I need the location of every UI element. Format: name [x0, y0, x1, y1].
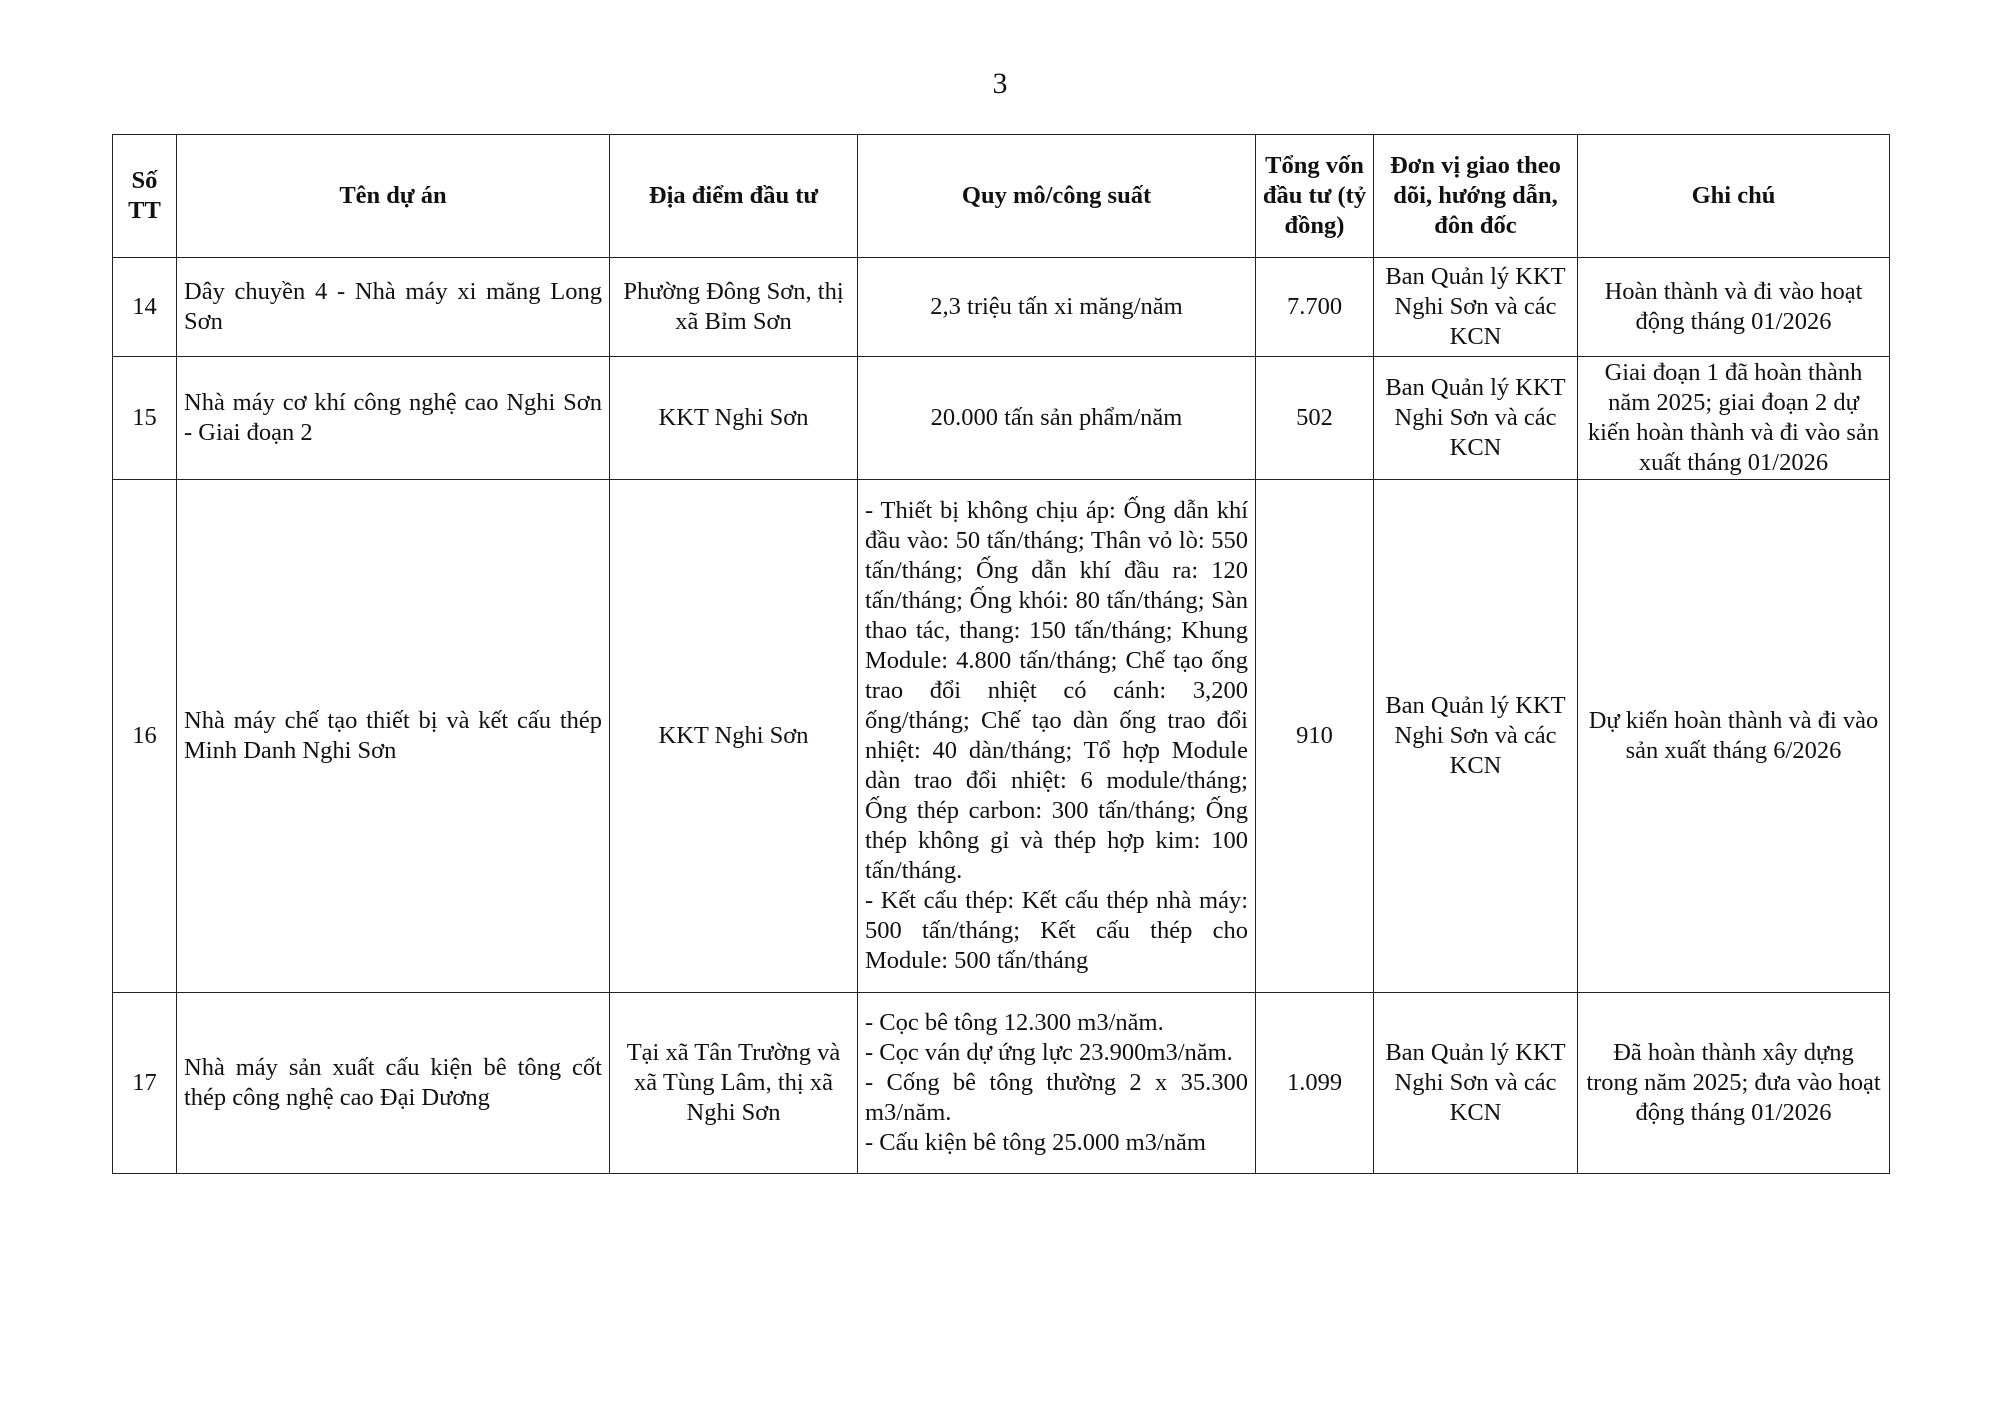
cell-capital: 1.099	[1256, 993, 1374, 1174]
scale-line: - Cấu kiện bê tông 25.000 m3/năm	[865, 1129, 1206, 1156]
cell-project-name: Dây chuyền 4 - Nhà máy xi măng Long Sơn	[177, 258, 610, 357]
header-note: Ghi chú	[1578, 135, 1890, 258]
table-row	[113, 480, 1890, 993]
scale-line: - Thiết bị không chịu áp: Ống dẫn khí đầu vào: 50 tấn/tháng; Thân vỏ lò: 550 tấn/tháng; Ống dẫn khí đầu ra: 120 tấn/tháng; Ống khói: 80 tấn/tháng; Sàn thao tác, thang: 150 tấn/tháng; Khung Module: 4.800 tấn/tháng; Chế tạo ống trao đổi nhiệt có cánh: 3,200 ống/tháng; Chế tạo dàn ống trao đổi nhiệt: 40 dàn/tháng; Tổ hợp Module dàn trao đổi nhiệt: 6 module/tháng; Ống thép carbon: 300 tấn/tháng; Ống thép không gỉ và thép hợp kim: 100 tấn/tháng.	[865, 497, 1248, 884]
cell-note: Hoàn thành và đi vào hoạt động tháng 01/2026	[1578, 258, 1890, 357]
cell-capital: 910	[1256, 480, 1374, 993]
table-row	[113, 258, 1890, 357]
cell-scale	[858, 480, 1256, 993]
cell-supervising-unit: Ban Quản lý KKT Nghi Sơn và các KCN	[1374, 993, 1578, 1174]
cell-stt: 15	[113, 357, 177, 480]
header-scale: Quy mô/công suất	[858, 135, 1256, 258]
scale-line: - Cọc ván dự ứng lực 23.900m3/năm.	[865, 1039, 1233, 1066]
header-supervising-unit: Đơn vị giao theo dõi, hướng dẫn, đôn đốc	[1374, 135, 1578, 258]
cell-stt: 16	[113, 480, 177, 993]
table-row	[113, 357, 1890, 480]
header-capital: Tổng vốn đầu tư (tỷ đồng)	[1256, 135, 1374, 258]
cell-scale	[858, 357, 1256, 480]
cell-project-name: Nhà máy chế tạo thiết bị và kết cấu thép Minh Danh Nghi Sơn	[177, 480, 610, 993]
cell-note: Đã hoàn thành xây dựng trong năm 2025; đưa vào hoạt động tháng 01/2026	[1578, 993, 1890, 1174]
cell-project-name: Nhà máy sản xuất cấu kiện bê tông cốt thép công nghệ cao Đại Dương	[177, 993, 610, 1174]
cell-location: KKT Nghi Sơn	[610, 480, 858, 993]
table-row	[113, 993, 1890, 1174]
cell-location: Tại xã Tân Trường và xã Tùng Lâm, thị xã Nghi Sơn	[610, 993, 858, 1174]
page-number: 3	[992, 67, 1008, 100]
cell-scale	[858, 258, 1256, 357]
cell-location: KKT Nghi Sơn	[610, 357, 858, 480]
cell-supervising-unit: Ban Quản lý KKT Nghi Sơn và các KCN	[1374, 480, 1578, 993]
cell-note: Giai đoạn 1 đã hoàn thành năm 2025; giai đoạn 2 dự kiến hoàn thành và đi vào sản xuất tháng 01/2026	[1578, 357, 1890, 480]
cell-supervising-unit: Ban Quản lý KKT Nghi Sơn và các KCN	[1374, 357, 1578, 480]
project-table	[112, 134, 1890, 1174]
cell-capital: 7.700	[1256, 258, 1374, 357]
scale-line: - Kết cấu thép: Kết cấu thép nhà máy: 500 tấn/tháng; Kết cấu thép cho Module: 500 tấn/tháng	[865, 887, 1248, 974]
cell-stt: 14	[113, 258, 177, 357]
header-project-name: Tên dự án	[177, 135, 610, 258]
scale-line: 2,3 triệu tấn xi măng/năm	[930, 293, 1183, 320]
cell-note: Dự kiến hoàn thành và đi vào sản xuất tháng 6/2026	[1578, 480, 1890, 993]
header-location: Địa điểm đầu tư	[610, 135, 858, 258]
header-stt: Số TT	[113, 135, 177, 258]
cell-location: Phường Đông Sơn, thị xã Bỉm Sơn	[610, 258, 858, 357]
cell-stt: 17	[113, 993, 177, 1174]
table-header-row	[113, 135, 1890, 258]
cell-project-name: Nhà máy cơ khí công nghệ cao Nghi Sơn - Giai đoạn 2	[177, 357, 610, 480]
scale-line: - Cọc bê tông 12.300 m3/năm.	[865, 1009, 1164, 1036]
cell-scale	[858, 993, 1256, 1174]
cell-capital: 502	[1256, 357, 1374, 480]
scale-line: - Cống bê tông thường 2 x 35.300 m3/năm.	[865, 1069, 1248, 1126]
cell-supervising-unit: Ban Quản lý KKT Nghi Sơn và các KCN	[1374, 258, 1578, 357]
scale-line: 20.000 tấn sản phẩm/năm	[930, 404, 1183, 431]
